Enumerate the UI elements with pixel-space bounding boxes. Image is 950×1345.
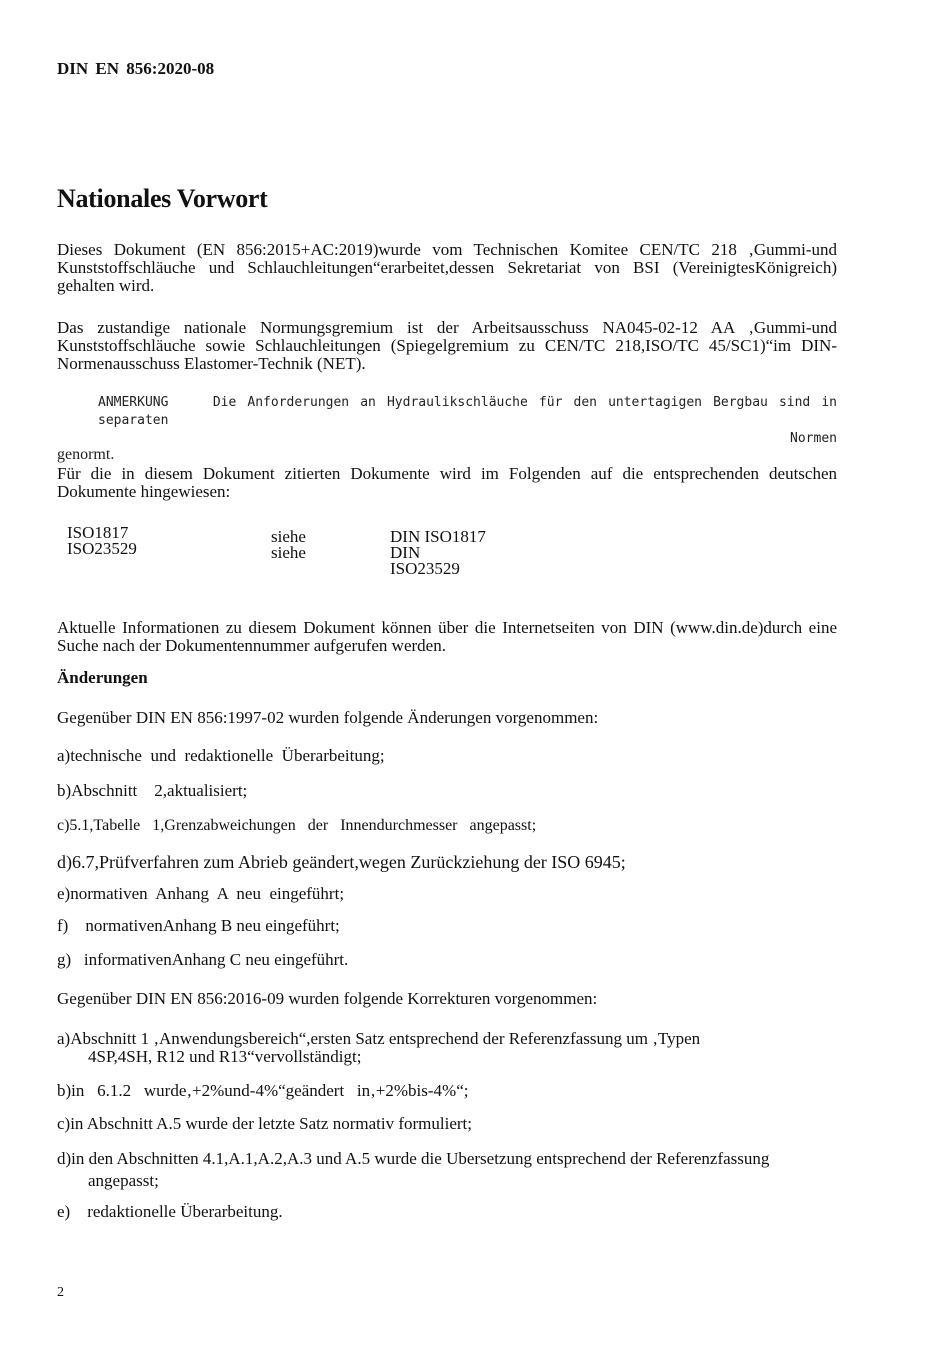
paragraph-references-intro: Für die in diesem Dokument zitierten Dokumente wird im Folgenden auf die entsprechenden deutschen Dokumente hingewiesen: <box>57 464 837 501</box>
note-line-1 <box>57 394 837 430</box>
document-header-id: DIN EN 856:2020-08 <box>57 59 215 78</box>
correction-item-b: b)in 6.1.2 wurde‚+2%und-4%“geändert in‚+2%bis-4%“; <box>57 1081 469 1100</box>
changes-intro-1997: Gegenüber DIN EN 856:1997-02 wurden folgende Änderungen vorgenommen: <box>57 708 599 727</box>
reference-din-1817: DIN ISO1817 <box>390 527 486 546</box>
change-item-e: e)normativen Anhang A neu eingeführt; <box>57 884 345 903</box>
note-text-2: Normen <box>790 431 837 446</box>
paragraph-national-body: Das zustandige nationale Normungsgremium ist der Arbeitsausschuss NA045-02-12 AA ‚Gummi-und Kunststoffschläuche sowie Schlauchleitungen (Spiegelgremium zu CEN/TC 218,ISO/TC 45/SC1)“im DIN-Normenausschuss Elastomer-Technik (NET). <box>57 318 837 373</box>
change-item-c: c)5.1,Tabelle 1,Grenzabweichungen der Innendurchmesser angepasst; <box>57 817 537 834</box>
correction-item-d-line-1: d)in den Abschnitten 4.1,A.1,A.2,A.3 und A.5 wurde die Ubersetzung entsprechend der Referenzfassung <box>57 1149 770 1168</box>
paragraph-online-info: Aktuelle Informationen zu diesem Dokument können über die Internetseiten von DIN (www.din.de)durch eine Suche nach der Dokumentennummer aufgerufen werden. <box>57 618 837 655</box>
reference-iso-23529: ISO23529 <box>67 539 137 558</box>
correction-item-a-line-1: a)Abschnitt 1 ‚Anwendungsbereich“,ersten Satz entsprechend der Referenzfassung um ‚Typen <box>57 1029 701 1048</box>
reference-iso-1817: ISO1817 <box>67 523 129 542</box>
note-block <box>57 394 837 464</box>
changes-heading: Änderungen <box>57 668 148 687</box>
change-item-d: d)6.7,Prüfverfahren zum Abrieb geändert,wegen Zurückziehung der ISO 6945; <box>57 852 626 872</box>
correction-item-c: c)in Abschnitt A.5 wurde der letzte Satz normativ formuliert; <box>57 1114 472 1133</box>
note-tail: genormt. <box>57 446 115 463</box>
reference-siehe-1: siehe <box>271 527 306 546</box>
change-item-a: a)technische und redaktionelle Überarbeitung; <box>57 746 385 765</box>
correction-item-d <box>57 1148 837 1192</box>
correction-item-e: e) redaktionelle Überarbeitung. <box>57 1202 283 1221</box>
reference-din-column <box>390 529 486 577</box>
reference-siehe-2: siehe <box>271 543 306 562</box>
correction-item-d-line-2: angepasst; <box>88 1171 159 1190</box>
reference-din-23529: ISO23529 <box>390 559 460 578</box>
reference-iso-column <box>67 525 137 557</box>
reference-din-prefix: DIN <box>390 543 421 562</box>
change-item-f: f) normativenAnhang B neu eingeführt; <box>57 916 340 935</box>
page-title: Nationales Vorwort <box>57 184 268 213</box>
note-label: ANMERKUNG <box>98 395 169 410</box>
reference-siehe-column <box>271 529 306 561</box>
correction-item-a <box>57 1030 837 1066</box>
change-item-g: g) informativenAnhang C neu eingeführt. <box>57 950 349 969</box>
paragraph-committee: Dieses Dokument (EN 856:2015+AC:2019)wurde vom Technischen Komitee CEN/TC 218 ‚Gummi-und Kunststoffschläuche und Schlauchleitungen“erarbeitet,dessen Sekretariat von BSI (VereinigtesKönigreich) gehalten wird. <box>57 240 837 295</box>
changes-intro-2016: Gegenüber DIN EN 856:2016-09 wurden folgende Korrekturen vorgenommen: <box>57 989 598 1008</box>
correction-item-a-line-2: 4SP,4SH, R12 und R13“vervollständigt; <box>88 1047 362 1066</box>
note-text-1: Die Anforderungen an Hydraulikschläuche für den untertagigen Bergbau sind in separaten <box>98 395 837 428</box>
change-item-b: b)Abschnitt 2,aktualisiert; <box>57 781 248 800</box>
page-number: 2 <box>57 1285 64 1300</box>
